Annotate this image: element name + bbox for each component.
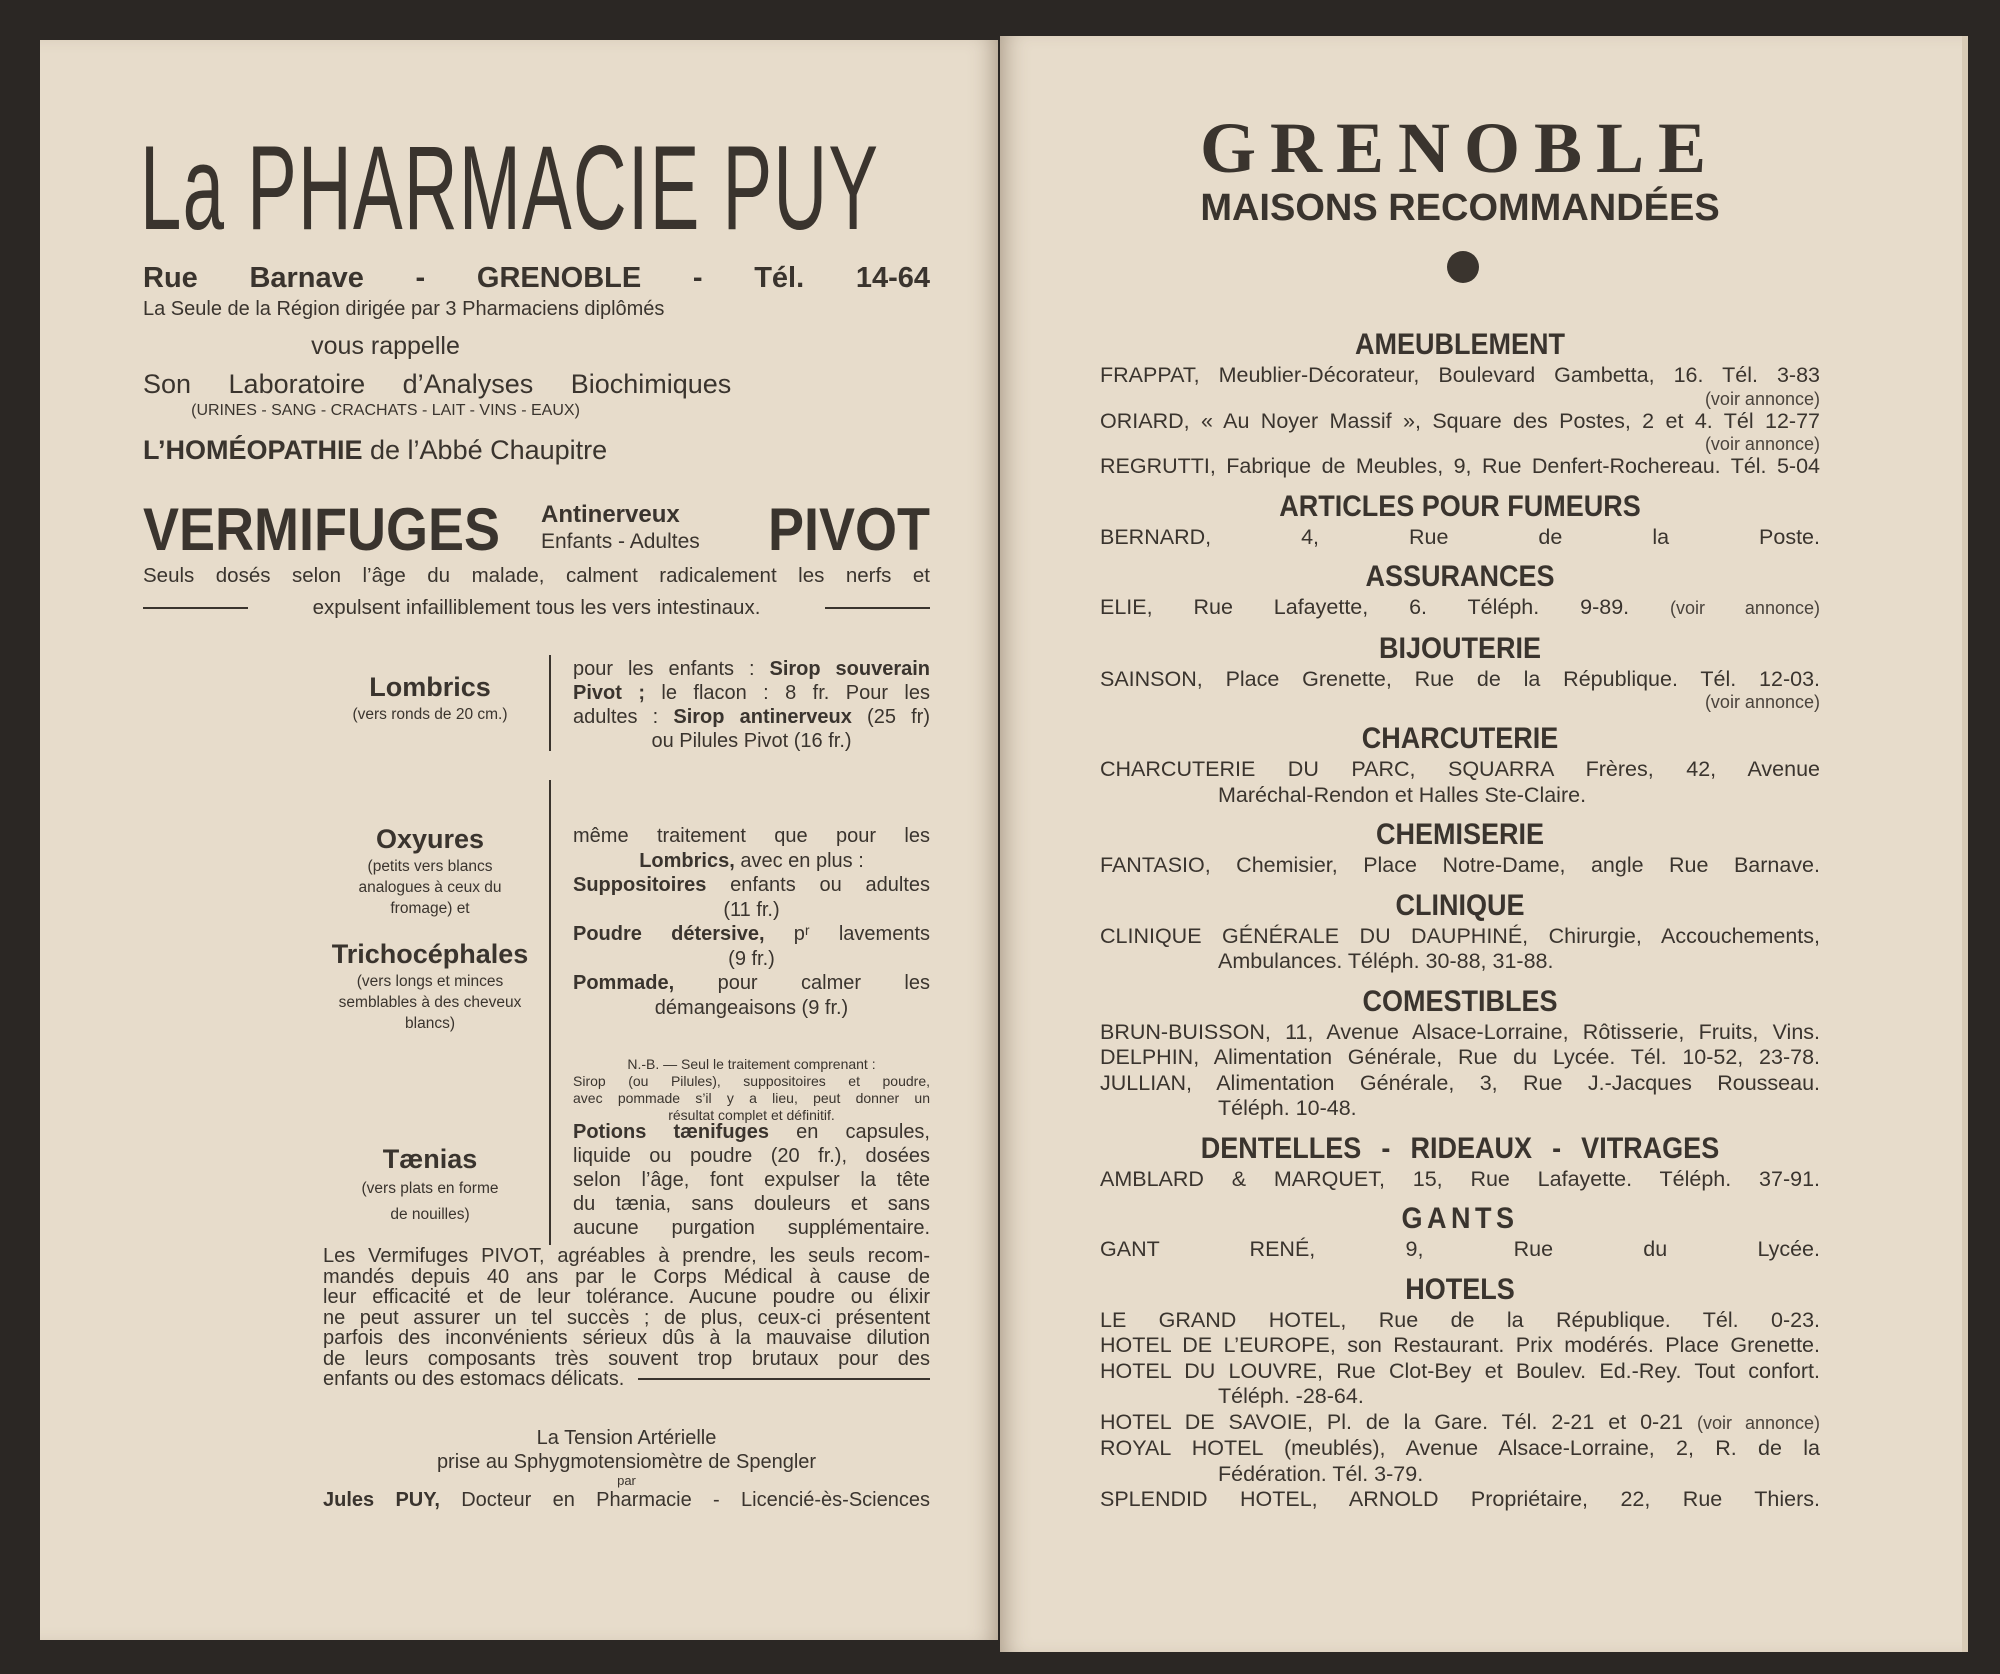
entry-line: JULLIAN, Alimentation Générale, 3, Rue J.-Jacques Rousseau.: [1100, 1070, 1820, 1095]
text-segment: Docteur en Pharmacie - Licencié-ès-Sciences: [439, 1489, 930, 1511]
tagline: La Seule de la Région dirigée par 3 Pharmaciens diplômés: [143, 298, 665, 320]
entry-line: CLINIQUE GÉNÉRALE DU DAUPHINÉ, Chirurgie, Accouchements,: [1100, 923, 1820, 948]
divider-vertical: [549, 1123, 551, 1245]
directory-entry: [1100, 853, 1820, 879]
text-line: [573, 873, 930, 898]
text-segment: adultes :: [573, 706, 674, 728]
divider: [825, 607, 930, 609]
text-segment: (11 fr.): [723, 898, 780, 921]
entry-line: LE GRAND HOTEL, Rue de la République. Tél. 0-23.: [1100, 1307, 1820, 1332]
text-line: [573, 1120, 930, 1144]
see-ad-note: (voir annonce): [1670, 598, 1820, 618]
taenias-treatment: [573, 1120, 930, 1240]
directory-list: [1100, 318, 1820, 1513]
directory-entry: [1100, 1308, 1820, 1334]
text-segment: (9 fr.): [728, 947, 775, 970]
divider: [638, 1378, 930, 1380]
bold-text: Pivot ;: [573, 682, 645, 704]
directory-entry: [1100, 757, 1820, 808]
bold-text: Rue Barnave -: [143, 262, 477, 294]
text-line: [573, 824, 930, 849]
text-segment: du tænia, sans douleurs et sans: [573, 1193, 930, 1215]
text-line: fromage) et: [390, 900, 470, 917]
text-line: (petits vers blancs: [367, 858, 493, 875]
entry-line: CHARCUTERIE DU PARC, SQUARRA Frères, 42, Avenue: [1100, 757, 1820, 781]
see-ad-note: (voir annonce): [1704, 692, 1820, 712]
category-section: [1100, 984, 1820, 1122]
text-line: blancs): [405, 1015, 455, 1032]
entry-line: SAINSON, Place Grenette, Rue de la République. Tél. 12-03.: [1100, 666, 1820, 691]
category-heading: ASSURANCES: [1365, 560, 1555, 593]
paragraph-line: parfois des inconvénients sérieux dûs à la mauvaise dilution: [323, 1327, 930, 1349]
text-segment: en capsules,: [769, 1121, 930, 1143]
pharmacy-title: La PHARMACIE PUY: [140, 121, 880, 255]
entry-continuation: Fédération. Tél. 3-79.: [1218, 1461, 1424, 1486]
bold-text: Pommade,: [573, 972, 675, 994]
divider: [143, 607, 248, 609]
tension-title: La Tension Artérielle: [536, 1427, 717, 1449]
category-section: [1100, 489, 1820, 551]
directory-entry: [1100, 409, 1820, 455]
text-line: semblables à des cheveux: [338, 994, 522, 1011]
category-heading: GANTS: [1401, 1202, 1519, 1235]
directory-entry: [1100, 595, 1820, 622]
directory-entry: [1100, 1333, 1820, 1359]
grenoble-title: GRENOBLE: [1199, 108, 1721, 188]
signature-line: [323, 1488, 930, 1512]
vermifuges-heading: VERMIFUGES: [143, 496, 501, 563]
nb-note: [573, 1056, 930, 1124]
text-line: [573, 681, 930, 705]
category-section: [1100, 888, 1820, 975]
text-line: [573, 922, 930, 947]
vermifuges-banner: [143, 498, 930, 568]
category-heading: HOTELS: [1405, 1272, 1515, 1306]
text-line: N.-B. — Seul le traitement comprenant :: [627, 1056, 876, 1072]
rappelle-text: vous rappelle: [311, 332, 460, 360]
entry-continuation: Téléph. 10-48.: [1218, 1096, 1357, 1120]
bold-text: -: [641, 262, 755, 294]
directory-entry: [1100, 525, 1820, 551]
text-line: avec pommade s’il y a lieu, peut donner un: [573, 1090, 930, 1106]
see-ad-note: (voir annonce): [1704, 434, 1820, 454]
see-ad-note: (voir annonce): [1697, 1412, 1820, 1433]
text-line: [573, 729, 930, 753]
entry-continuation: Maréchal-Rendon et Halles Ste-Claire.: [1218, 782, 1587, 807]
bold-text: Suppositoires: [573, 874, 707, 896]
entry-continuation: Ambulances. Téléph. 30-88, 31-88.: [1218, 949, 1554, 973]
text-segment: selon l’âge, font expulser la tête: [573, 1169, 930, 1191]
pharmacy-address: [143, 262, 930, 295]
divider-vertical: [549, 780, 551, 1140]
category-section: [1100, 631, 1820, 713]
text-line: analogues à ceux du: [358, 879, 502, 896]
text-line: [573, 996, 930, 1021]
entry-continuation: Téléph. -28-64.: [1218, 1384, 1364, 1408]
vermifuges-paragraph: [323, 1246, 930, 1390]
paragraph-line: de leurs composants très souvent trop brutaux pour des: [323, 1347, 930, 1370]
oxyures-name: Oxyures: [375, 824, 485, 854]
text-segment: avec en plus :: [734, 849, 864, 872]
text-line: de nouilles): [390, 1206, 470, 1223]
divider-vertical: [549, 655, 551, 751]
entry-line: ORIARD, « Au Noyer Massif », Square des Postes, 2 et 4. Tél 12-77: [1100, 408, 1820, 433]
category-heading: CHEMISERIE: [1375, 818, 1545, 851]
directory-entry: [1100, 924, 1820, 975]
trichocephales-name: Trichocéphales: [331, 939, 529, 969]
text-line: [573, 705, 930, 729]
paragraph-line: ne peut assurer un tel succès ; de plus, ceux-ci présentent: [323, 1306, 930, 1329]
directory-entry: [1100, 1359, 1820, 1410]
description-text: expulsent infailliblement tous les vers intestinaux.: [312, 596, 761, 619]
paragraph-line: leur efficacité et de leur tolérance. Aucune poudre ou élixir: [323, 1286, 930, 1308]
category-heading: CLINIQUE: [1395, 888, 1525, 922]
tension-block: [323, 1426, 930, 1512]
text-line: résultat complet et définitif.: [668, 1107, 835, 1123]
entry-line: GANT RENÉ, 9, Rue du Lycée.: [1100, 1237, 1820, 1261]
directory-entry: [1100, 1167, 1820, 1193]
subtitle: MAISONS RECOMMANDÉES: [1200, 187, 1720, 229]
enfants-adultes-label: Enfants - Adultes: [541, 530, 700, 553]
homeopathie-line: [143, 435, 930, 466]
bullet-dot: [1447, 251, 1479, 283]
text-segment: (25 fr): [851, 706, 930, 728]
entry-line: FRAPPAT, Meublier-Décorateur, Boulevard Gambetta, 16. Tél. 3-83: [1100, 363, 1820, 387]
directory-entry: [1100, 1410, 1820, 1437]
directory-entry: [1100, 1237, 1820, 1263]
taenias-subtitle: [315, 1176, 545, 1228]
entry-line: HOTEL DU LOUVRE, Rue Clot-Bey et Boulev. Ed.-Rey. Tout confort.: [1100, 1358, 1820, 1383]
entry-text: ELIE, Rue Lafayette, 6. Téléph. 9-89.: [1100, 595, 1630, 619]
laboratoire-text: Son Laboratoire d’Analyses Biochimiques: [143, 369, 732, 399]
text-segment: de l’Abbé Chaupitre: [362, 435, 608, 465]
text-segment: même traitement que pour les: [573, 825, 930, 847]
entry-line: BERNARD, 4, Rue de la Poste.: [1100, 524, 1820, 549]
right-page: [1000, 36, 1968, 1652]
text-line: [573, 898, 930, 923]
description-line-1: Seuls dosés selon l’âge du malade, calment radicalement les nerfs et: [143, 564, 930, 587]
text-segment: ou Pilules Pivot (16 fr.): [651, 730, 852, 752]
antinerveux-label: Antinerveux: [541, 501, 680, 528]
directory-entry: [1100, 1436, 1820, 1487]
text-segment: démangeaisons (9 fr.): [654, 996, 849, 1019]
paragraph-line: enfants ou des estomacs délicats.: [323, 1368, 625, 1390]
bold-text: Lombrics,: [639, 849, 735, 872]
category-heading: ARTICLES POUR FUMEURS: [1279, 489, 1641, 523]
category-section: [1100, 1272, 1820, 1513]
par-text: par: [617, 1473, 636, 1488]
directory-entry: [1100, 1020, 1820, 1046]
entry-line: AMBLARD & MARQUET, 15, Rue Lafayette. Téléph. 37-91.: [1100, 1166, 1820, 1191]
text-segment: pour calmer les: [674, 972, 930, 994]
see-ad-note: (voir annonce): [1704, 388, 1820, 409]
entry-line: BRUN-BUISSON, 11, Avenue Alsace-Lorraine, Rôtisserie, Fruits, Vins.: [1100, 1019, 1820, 1044]
entry-line: ROYAL HOTEL (meublés), Avenue Alsace-Lorraine, 2, R. de la: [1100, 1436, 1820, 1460]
category-heading: CHARCUTERIE: [1361, 722, 1559, 755]
text-line: [573, 1168, 930, 1192]
oxyures-label: [315, 822, 545, 1034]
tension-subtitle: prise au Sphygmotensiomètre de Spengler: [436, 1451, 817, 1473]
entry-line: HOTEL DE L’EUROPE, son Restaurant. Prix modérés. Place Grenette.: [1100, 1333, 1820, 1357]
bold-text: GRENOBLE: [476, 262, 642, 294]
taenias-label: [315, 1142, 545, 1228]
entry-line: FANTASIO, Chemisier, Place Notre-Dame, angle Rue Barnave.: [1100, 853, 1820, 877]
paragraph-line: mandés depuis 40 ans par le Corps Médical à cause de: [323, 1265, 930, 1288]
oxyures-subtitle: [315, 856, 545, 919]
category-section: [1100, 559, 1820, 622]
text-segment: le flacon : 8 fr. Pour les: [644, 682, 930, 704]
left-page: [40, 40, 998, 1640]
directory-entry: [1100, 1045, 1820, 1071]
text-line: Sirop (ou Pilules), suppositoires et poudre,: [573, 1073, 930, 1089]
lombrics-label: [315, 670, 545, 725]
category-section: [1100, 327, 1820, 480]
text-line: [573, 971, 930, 996]
pivot-brand: PIVOT: [767, 496, 930, 563]
paragraph-line: [323, 1369, 930, 1390]
bold-text: Poudre détersive,: [573, 923, 765, 945]
text-segment: liquide ou poudre (20 fr.), dosées: [573, 1145, 930, 1167]
entry-text: HOTEL DE SAVOIE, Pl. de la Gare. Tél. 2-21 et 0-21: [1100, 1409, 1684, 1434]
entry-line: DELPHIN, Alimentation Générale, Rue du Lycée. Tél. 10-52, 23-78.: [1100, 1045, 1820, 1069]
bold-text: Sirop antinerveux: [673, 706, 852, 728]
text-line: (vers longs et minces: [356, 973, 504, 990]
text-segment: enfants ou adultes: [706, 874, 930, 896]
directory-entry: [1100, 667, 1820, 713]
text-segment: aucune purgation supplémentaire.: [573, 1217, 930, 1239]
category-heading: AMEUBLEMENT: [1354, 328, 1565, 361]
text-segment: pour les enfants :: [573, 658, 770, 680]
text-line: [573, 657, 930, 681]
bold-text: L’HOMÉOPATHIE: [143, 435, 363, 465]
text-line: (vers plats en forme: [361, 1180, 499, 1197]
category-section: [1100, 817, 1820, 879]
category-heading: BIJOUTERIE: [1378, 631, 1542, 665]
taenias-name: Tænias: [382, 1144, 478, 1174]
bold-text: Sirop souverain: [769, 658, 931, 680]
bold-text: Potions tænifuges: [573, 1121, 770, 1143]
description-line-2: [143, 596, 930, 620]
trichocephales-subtitle: [315, 971, 545, 1034]
lombrics-treatment: [573, 657, 930, 753]
oxyures-treatment: [573, 824, 930, 1020]
category-heading: COMESTIBLES: [1362, 984, 1558, 1018]
entry-line: REGRUTTI, Fabrique de Meubles, 9, Rue Denfert-Rochereau. Tél. 5-04: [1100, 454, 1820, 478]
category-section: [1100, 1201, 1820, 1263]
paragraph-line: Les Vermifuges PIVOT, agréables à prendre, les seuls recom-: [323, 1245, 930, 1267]
entry-line: [1100, 1410, 1820, 1437]
analyses-list: (URINES - SANG - CRACHATS - LAIT - VINS - EAUX): [191, 402, 580, 419]
directory-entry: [1100, 454, 1820, 480]
directory-entry: [1100, 1487, 1820, 1513]
category-section: [1100, 1131, 1820, 1193]
directory-entry: [1100, 1071, 1820, 1122]
text-segment: pʳ lavements: [764, 923, 930, 945]
lombrics-subtitle: (vers ronds de 20 cm.): [352, 706, 508, 723]
text-line: [573, 1144, 930, 1168]
lombrics-name: Lombrics: [369, 672, 491, 702]
text-line: [573, 947, 930, 972]
bold-text: Jules PUY,: [323, 1489, 440, 1511]
text-line: [573, 849, 930, 874]
text-line: [573, 1192, 930, 1216]
text-segment: Tél. 14-64: [754, 262, 931, 294]
text-line: [573, 1216, 930, 1240]
entry-line: SPLENDID HOTEL, ARNOLD Propriétaire, 22, Rue Thiers.: [1100, 1487, 1820, 1511]
entry-line: [1100, 595, 1820, 622]
directory-entry: [1100, 363, 1820, 409]
category-heading: DENTELLES - RIDEAUX - VITRAGES: [1200, 1131, 1720, 1165]
category-section: [1100, 721, 1820, 808]
